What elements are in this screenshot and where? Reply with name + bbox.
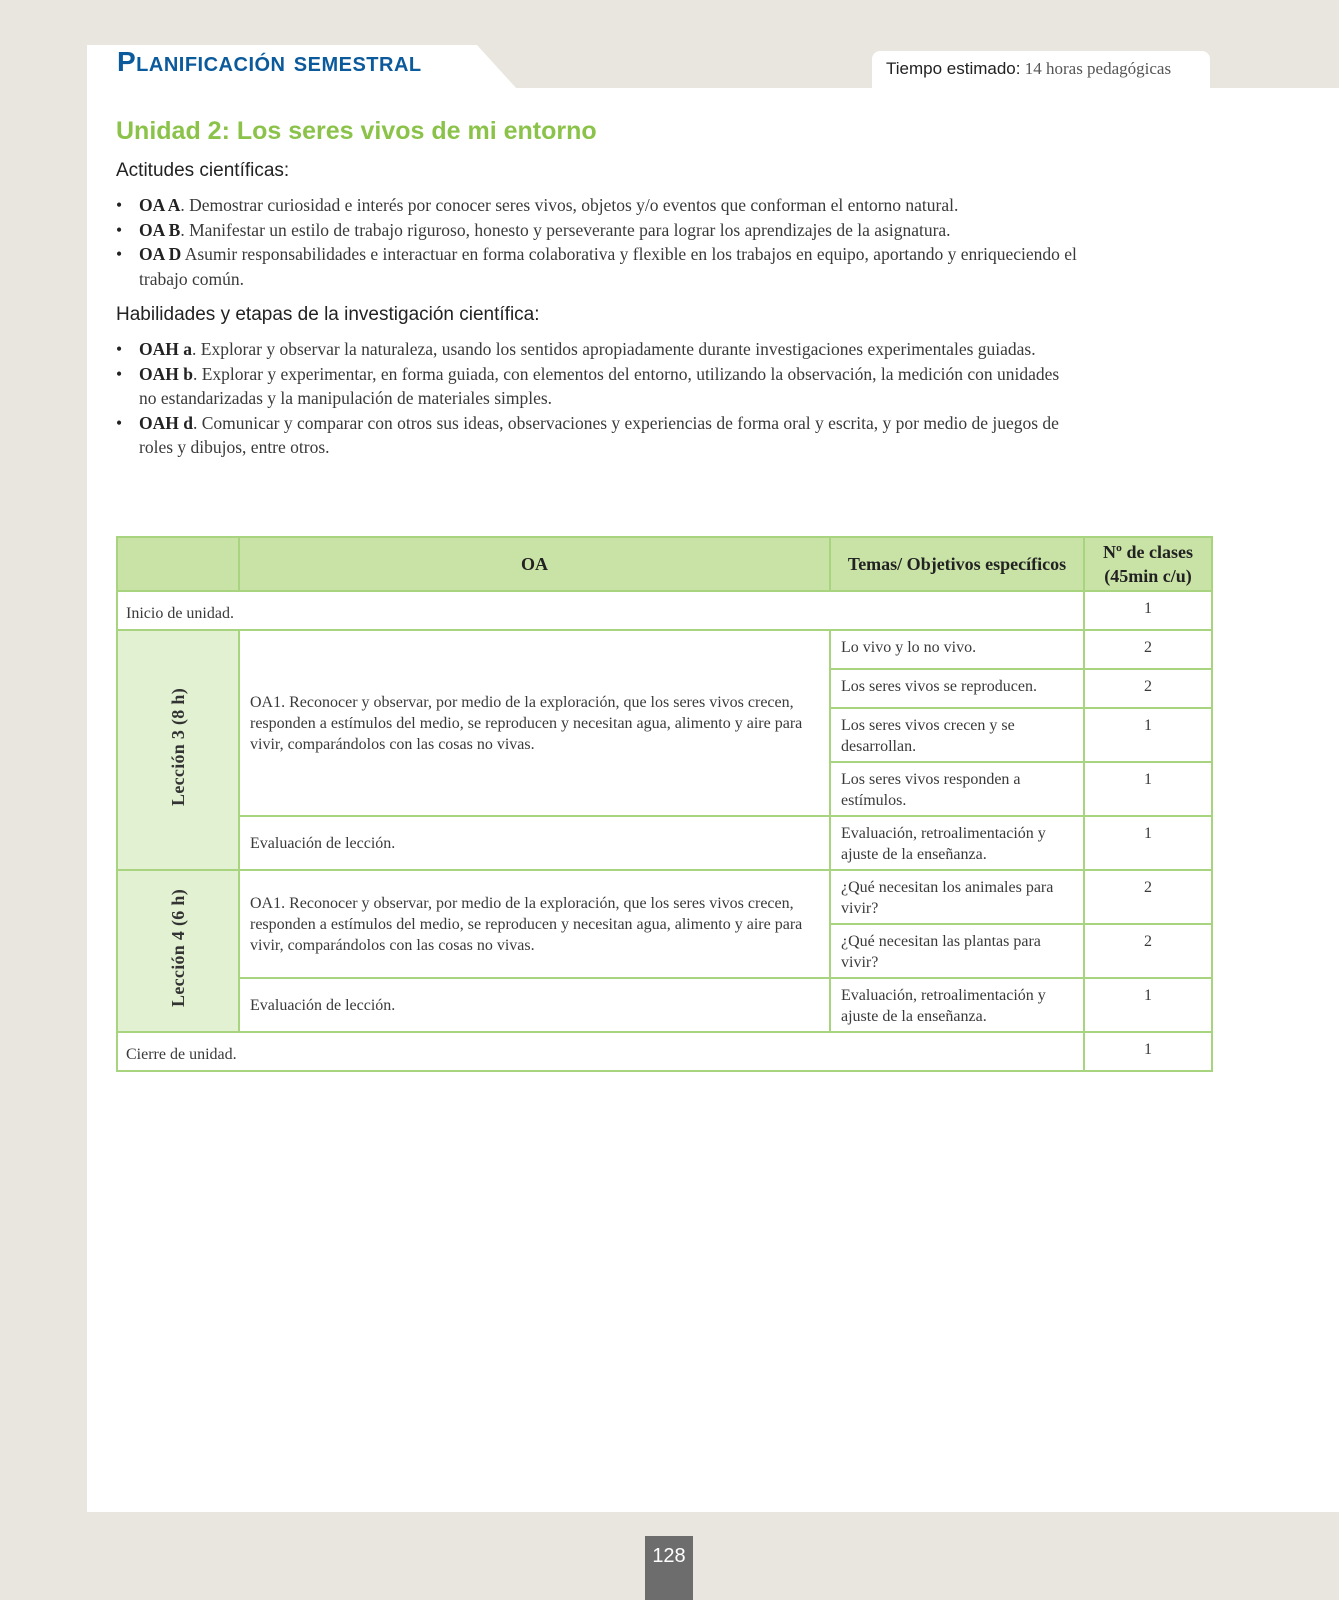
table-row <box>117 978 1212 1032</box>
header-lesson <box>117 537 239 591</box>
objective-text: . Manifestar un estilo de trabajo riguroso, honesto y perseverante para lograr los aprendizajes de la asignatura. <box>180 219 951 240</box>
evaluation-label: Evaluación de lección. <box>239 978 830 1032</box>
header-oa: OA <box>239 537 830 591</box>
estimated-time <box>886 59 1171 79</box>
topic-cell: ¿Qué necesitan los animales para vivir? <box>830 870 1084 924</box>
objective-code: OAH b <box>139 363 193 384</box>
class-count: 1 <box>1084 816 1212 870</box>
page-title: Planificación semestral <box>117 46 422 77</box>
list-item <box>116 193 1116 218</box>
page-number: 128 <box>652 1545 686 1567</box>
estimated-time-label: Tiempo estimado: <box>886 59 1021 78</box>
header-topics: Temas/ Objetivos específicos <box>830 537 1084 591</box>
lesson-label-cell <box>117 870 239 1032</box>
objective-text: . Demostrar curiosidad e interés por conocer seres vivos, objetos y/o eventos que conforman el entorno natural. <box>180 195 959 215</box>
lesson-label: Lección 4 (6 h) <box>167 889 188 1007</box>
table-row <box>117 816 1212 870</box>
class-count: 2 <box>1084 669 1212 708</box>
objective-text: . Explorar y observar la naturaleza, usando los sentidos apropiadamente durante investigaciones experimentales guiadas. <box>192 339 1036 359</box>
unit-title: Unidad 2: Los seres vivos de mi entorno <box>116 117 597 145</box>
objective-code: OA D <box>139 244 182 264</box>
table-row <box>117 870 1212 924</box>
evaluation-label: Evaluación de lección. <box>239 816 830 870</box>
topic-cell: Evaluación, retroalimentación y ajuste de la enseñanza. <box>830 978 1084 1032</box>
list-item <box>116 337 1066 362</box>
objective-text: . Comunicar y comparar con otros sus ideas, observaciones y experiencias de forma oral y escrita, y por medio de juegos de roles y dibujos, entre otros. <box>139 412 1059 457</box>
table-row <box>117 591 1212 630</box>
objective-code: OAH a <box>139 339 192 359</box>
class-count: 2 <box>1084 924 1212 978</box>
table-row <box>117 630 1212 669</box>
unit-start-label: Inicio de unidad. <box>117 591 1084 630</box>
header-classes: Nº de clases (45min c/u) <box>1084 537 1212 591</box>
objective-text: . Explorar y experimentar, en forma guiada, con elementos del entorno, utilizando la observación, la medición con unidades no estandarizadas y la manipulación de materiales simples. <box>139 363 1060 408</box>
objective-code: OA A <box>139 195 181 215</box>
oa-text: OA1. Reconocer y observar, por medio de la exploración, que los seres vivos crecen, responden a estímulos del medio, se reproducen y necesitan agua, alimento y aire para vivir, comparándolos con las cosas no vivas. <box>239 870 830 978</box>
table-row <box>117 1032 1212 1071</box>
list-item <box>116 242 1116 291</box>
topic-cell: ¿Qué necesitan las plantas para vivir? <box>830 924 1084 978</box>
skills-list <box>116 337 1066 460</box>
topic-cell: Lo vivo y lo no vivo. <box>830 630 1084 669</box>
objective-text: Asumir responsabilidades e interactuar en forma colaborativa y flexible en los trabajos en equipo, aportando y enriqueciendo el trabajo común. <box>139 244 1077 289</box>
objective-code: OAH d <box>139 412 193 433</box>
attitudes-heading: Actitudes científicas: <box>116 160 290 181</box>
estimated-time-value: 14 horas pedagógicas <box>1024 59 1172 78</box>
class-count: 1 <box>1084 762 1212 816</box>
topic-cell: Los seres vivos crecen y se desarrollan. <box>830 708 1084 762</box>
class-count: 1 <box>1084 708 1212 762</box>
planning-table <box>116 536 1213 1072</box>
class-count: 1 <box>1084 1032 1212 1071</box>
lesson-label-cell <box>117 630 239 870</box>
topic-cell: Evaluación, retroalimentación y ajuste de la enseñanza. <box>830 816 1084 870</box>
list-item <box>116 411 1066 460</box>
class-count: 1 <box>1084 591 1212 630</box>
attitudes-list <box>116 193 1116 291</box>
table-header-row <box>117 537 1212 591</box>
topic-cell: Los seres vivos se reproducen. <box>830 669 1084 708</box>
skills-heading: Habilidades y etapas de la investigación científica: <box>116 304 540 325</box>
objective-code: OA B <box>139 219 181 240</box>
title-tab-corner <box>477 45 517 89</box>
list-item <box>116 362 1066 411</box>
class-count: 2 <box>1084 630 1212 669</box>
topic-cell: Los seres vivos responden a estímulos. <box>830 762 1084 816</box>
lesson-label: Lección 3 (8 h) <box>167 688 188 806</box>
oa-text: OA1. Reconocer y observar, por medio de la exploración, que los seres vivos crecen, responden a estímulos del medio, se reproducen y necesitan agua, alimento y aire para vivir, comparándolos con las cosas no vivas. <box>239 630 830 816</box>
class-count: 1 <box>1084 978 1212 1032</box>
list-item <box>116 218 1116 243</box>
class-count: 2 <box>1084 870 1212 924</box>
unit-end-label: Cierre de unidad. <box>117 1032 1084 1071</box>
